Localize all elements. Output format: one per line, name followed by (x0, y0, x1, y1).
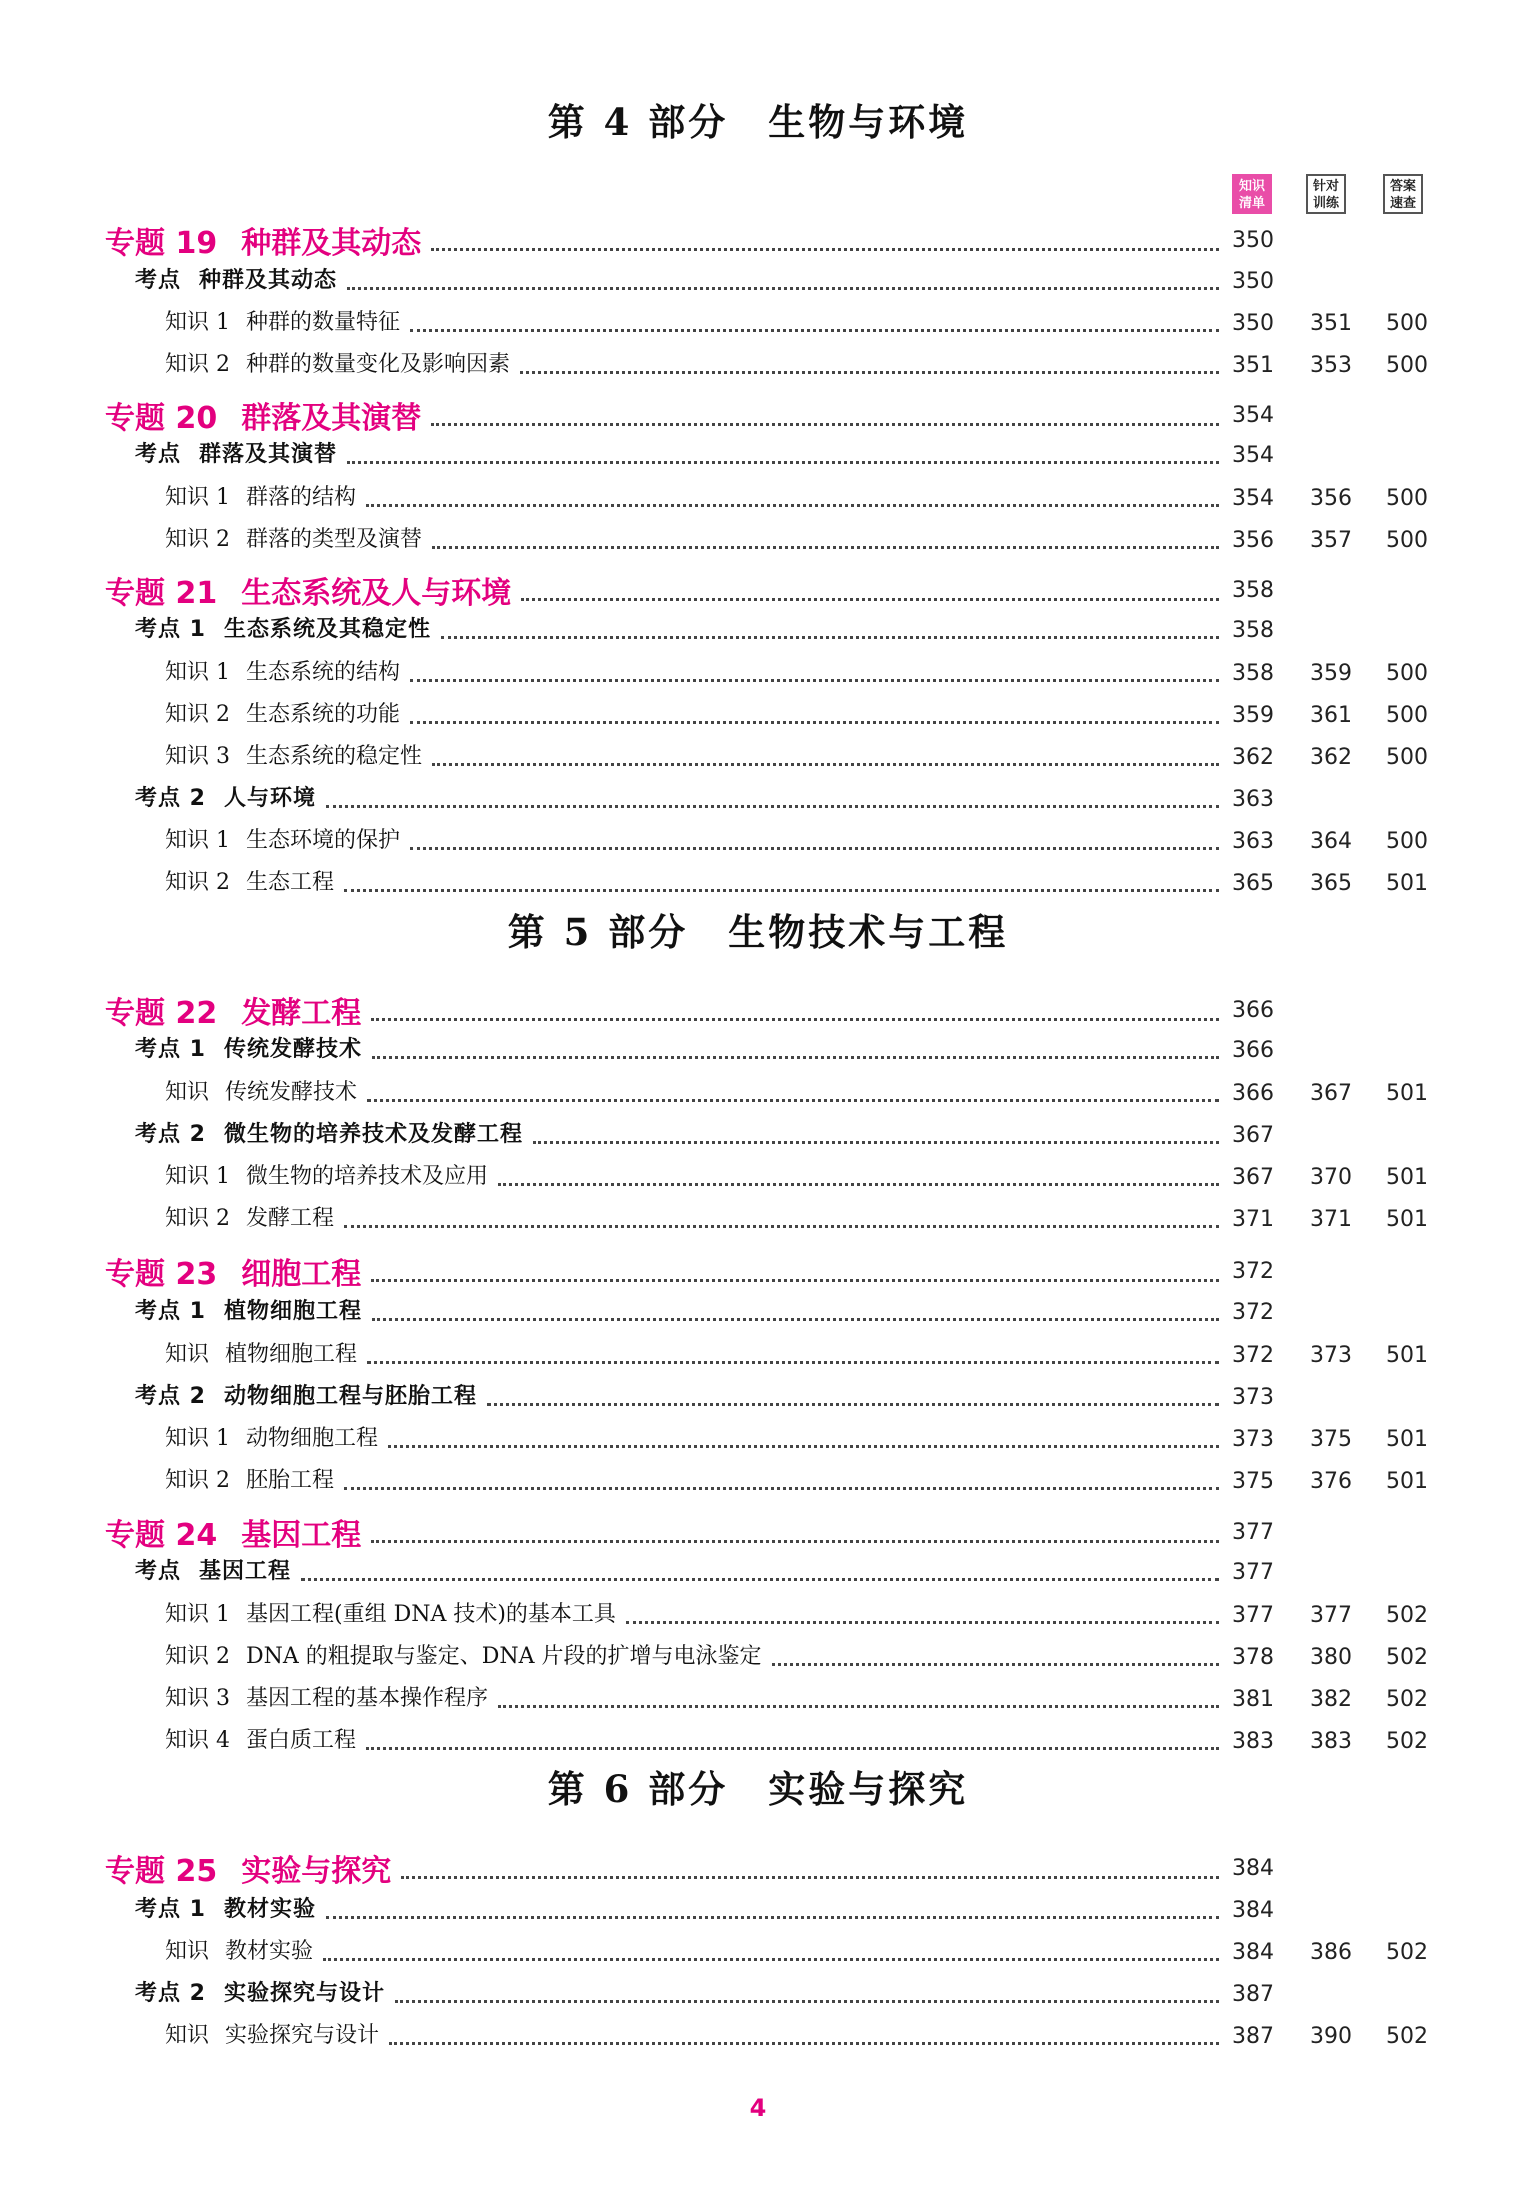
answer-page: 501 (1386, 1469, 1428, 1494)
training-page: 365 (1310, 871, 1352, 896)
entry-label (165, 1337, 357, 1368)
knowledge-row (0, 480, 1516, 520)
entry-number: 考点 1 (135, 1299, 206, 1324)
answer-page: 501 (1386, 1427, 1428, 1452)
leader-dots (388, 1445, 1219, 1448)
entry-title: 基因工程的基本操作程序 (246, 1686, 489, 1711)
entry-label (165, 697, 400, 728)
leader-dots (410, 721, 1219, 724)
entry-title: 群落的类型及演替 (246, 527, 423, 552)
entry-title: 生态系统的结构 (246, 660, 401, 685)
topic-row (0, 393, 1516, 436)
entry-title: 发酵工程 (246, 1206, 335, 1231)
leader-dots (395, 2000, 1219, 2003)
knowledge-row (0, 739, 1516, 779)
exam-point-row (0, 612, 1516, 652)
entry-label (135, 1032, 362, 1063)
entry-title: 实验探究与设计 (225, 2023, 380, 2048)
entry-label (165, 823, 400, 854)
entry-number: 知识 1 (165, 1164, 230, 1189)
leader-dots (367, 1361, 1219, 1364)
entry-number: 考点 (135, 268, 182, 293)
leader-dots (372, 1056, 1219, 1059)
entry-label (165, 305, 400, 336)
entry-number: 专题 22 (105, 996, 218, 1031)
answer-page: 502 (1386, 1940, 1428, 1965)
checklist-page: 354 (1232, 486, 1274, 511)
training-page: 371 (1310, 1207, 1352, 1232)
checklist-page: 367 (1232, 1123, 1274, 1148)
entry-title: 实验与探究 (241, 1854, 392, 1889)
training-page: 353 (1310, 353, 1352, 378)
checklist-page: 366 (1232, 1038, 1274, 1063)
leader-dots (410, 679, 1219, 682)
answer-page: 501 (1386, 1343, 1428, 1368)
entry-number: 考点 1 (135, 617, 206, 642)
exam-point-row (0, 781, 1516, 821)
exam-point-row (0, 1892, 1516, 1932)
leader-dots (401, 1876, 1219, 1879)
entry-number: 知识 1 (165, 1426, 230, 1451)
legend-answers: 答案速查 (1383, 174, 1423, 214)
answer-page: 502 (1386, 2024, 1428, 2049)
entry-label (165, 1597, 616, 1628)
training-page: 376 (1310, 1469, 1352, 1494)
training-page: 370 (1310, 1165, 1352, 1190)
entry-title: 基因工程 (241, 1518, 362, 1553)
checklist-page: 350 (1232, 311, 1274, 336)
entry-label (105, 1249, 361, 1293)
entry-label (165, 1681, 488, 1712)
answer-page: 500 (1386, 311, 1428, 336)
answer-page: 502 (1386, 1645, 1428, 1670)
leader-dots (772, 1663, 1219, 1666)
entry-label (135, 612, 431, 643)
leader-dots (326, 805, 1219, 808)
knowledge-row (0, 865, 1516, 905)
checklist-page: 373 (1232, 1385, 1274, 1410)
answer-page: 501 (1386, 1165, 1428, 1190)
checklist-page: 366 (1232, 1081, 1274, 1106)
leader-dots (533, 1141, 1219, 1144)
entry-number: 知识 2 (165, 527, 230, 552)
knowledge-row (0, 1597, 1516, 1637)
entry-label (105, 393, 421, 437)
knowledge-row (0, 1201, 1516, 1241)
training-page: 359 (1310, 661, 1352, 686)
entry-title: 传统发酵技术 (223, 1037, 362, 1062)
entry-number: 知识 2 (165, 702, 230, 727)
entry-label (165, 480, 356, 511)
exam-point-row (0, 263, 1516, 303)
part-title-5: 第 5 部分 生物技术与工程 (507, 910, 1009, 954)
leader-dots (441, 636, 1219, 639)
training-page: 386 (1310, 1940, 1352, 1965)
checklist-page: 363 (1232, 787, 1274, 812)
checklist-page: 373 (1232, 1427, 1274, 1452)
entry-number: 考点 2 (135, 1122, 206, 1147)
entry-number: 考点 1 (135, 1037, 206, 1062)
entry-label (165, 1421, 378, 1452)
entry-label (165, 1201, 334, 1232)
entry-number: 专题 20 (105, 401, 218, 436)
entry-title: 种群的数量特征 (246, 310, 401, 335)
entry-number: 知识 2 (165, 1468, 230, 1493)
training-page: 390 (1310, 2024, 1352, 2049)
entry-label (165, 1159, 488, 1190)
checklist-page: 359 (1232, 703, 1274, 728)
entry-number: 考点 2 (135, 1981, 206, 2006)
training-page: 367 (1310, 1081, 1352, 1106)
entry-number: 知识 3 (165, 744, 230, 769)
entry-label (105, 1510, 361, 1554)
checklist-page: 383 (1232, 1729, 1274, 1754)
legend-checklist: 知识清单 (1232, 174, 1272, 214)
entry-number: 知识 (165, 1939, 210, 1964)
answer-page: 502 (1386, 1729, 1428, 1754)
leader-dots (626, 1621, 1219, 1624)
entry-title: 种群的数量变化及影响因素 (246, 352, 511, 377)
entry-label (135, 1294, 362, 1325)
checklist-page: 381 (1232, 1687, 1274, 1712)
topic-row (0, 1249, 1516, 1292)
checklist-page: 358 (1232, 578, 1274, 603)
leader-dots (301, 1578, 1219, 1581)
leader-dots (389, 2042, 1219, 2045)
checklist-page: 351 (1232, 353, 1274, 378)
knowledge-row (0, 1421, 1516, 1461)
entry-label (165, 865, 334, 896)
checklist-page: 356 (1232, 528, 1274, 553)
entry-title: 动物细胞工程 (246, 1426, 379, 1451)
checklist-page: 384 (1232, 1940, 1274, 1965)
entry-title: 发酵工程 (241, 996, 362, 1031)
entry-title: 植物细胞工程 (223, 1299, 362, 1324)
leader-dots (371, 1540, 1219, 1543)
entry-title: 人与环境 (223, 786, 316, 811)
entry-label (165, 1723, 356, 1754)
leader-dots (410, 329, 1219, 332)
entry-number: 考点 (135, 1559, 182, 1584)
answer-page: 501 (1386, 1081, 1428, 1106)
entry-number: 知识 2 (165, 1644, 230, 1669)
leader-dots (372, 1318, 1219, 1321)
knowledge-row (0, 1681, 1516, 1721)
entry-title: 生态系统及其稳定性 (223, 617, 431, 642)
entry-label (165, 655, 400, 686)
checklist-page: 350 (1232, 269, 1274, 294)
knowledge-row (0, 2018, 1516, 2058)
entry-title: DNA 的粗提取与鉴定、DNA 片段的扩增与电泳鉴定 (246, 1644, 762, 1669)
leader-dots (326, 1916, 1219, 1919)
entry-number: 知识 2 (165, 1206, 230, 1231)
entry-label (105, 988, 361, 1032)
training-page: 364 (1310, 829, 1352, 854)
leader-dots (432, 546, 1219, 549)
knowledge-row (0, 347, 1516, 387)
topic-row (0, 568, 1516, 611)
entry-label (135, 781, 316, 812)
training-page: 356 (1310, 486, 1352, 511)
training-page: 373 (1310, 1343, 1352, 1368)
exam-point-row (0, 1976, 1516, 2016)
leader-dots (431, 248, 1219, 251)
answer-page: 500 (1386, 661, 1428, 686)
entry-number: 专题 24 (105, 1518, 218, 1553)
leader-dots (498, 1705, 1219, 1708)
leader-dots (498, 1183, 1219, 1186)
training-page: 377 (1310, 1603, 1352, 1628)
entry-title: 微生物的培养技术及应用 (246, 1164, 489, 1189)
leader-dots (371, 1018, 1219, 1021)
training-page: 375 (1310, 1427, 1352, 1452)
leader-dots (371, 1279, 1219, 1282)
knowledge-row (0, 1723, 1516, 1763)
entry-number: 知识 1 (165, 310, 230, 335)
entry-number: 知识 1 (165, 485, 230, 510)
knowledge-row (0, 1337, 1516, 1377)
topic-row (0, 1510, 1516, 1553)
checklist-page: 387 (1232, 1982, 1274, 2007)
checklist-page: 378 (1232, 1645, 1274, 1670)
checklist-page: 350 (1232, 228, 1274, 253)
entry-title: 群落及其演替 (241, 401, 422, 436)
checklist-page: 371 (1232, 1207, 1274, 1232)
answer-page: 500 (1386, 528, 1428, 553)
entry-label (135, 1892, 316, 1923)
entry-title: 教材实验 (223, 1897, 316, 1922)
leader-dots (520, 371, 1219, 374)
entry-label (165, 1934, 313, 1965)
entry-label (165, 1463, 334, 1494)
exam-point-row (0, 1117, 1516, 1157)
entry-label (135, 1117, 523, 1148)
entry-number: 专题 19 (105, 226, 218, 261)
training-page: 362 (1310, 745, 1352, 770)
entry-number: 专题 23 (105, 1257, 218, 1292)
entry-label (165, 2018, 379, 2049)
leader-dots (347, 287, 1219, 290)
leader-dots (432, 763, 1219, 766)
entry-label (135, 1379, 477, 1410)
entry-title: 群落及其演替 (199, 442, 338, 467)
entry-label (165, 739, 422, 770)
entry-label (135, 1976, 385, 2007)
entry-number: 知识 2 (165, 870, 230, 895)
entry-title: 微生物的培养技术及发酵工程 (223, 1122, 523, 1147)
knowledge-row (0, 1639, 1516, 1679)
entry-number: 考点 (135, 442, 182, 467)
entry-label (135, 1554, 291, 1585)
entry-title: 实验探究与设计 (223, 1981, 385, 2006)
entry-number: 知识 1 (165, 1602, 230, 1627)
training-page: 361 (1310, 703, 1352, 728)
entry-number: 考点 2 (135, 786, 206, 811)
legend-training: 针对训练 (1306, 174, 1346, 214)
checklist-page: 387 (1232, 2024, 1274, 2049)
entry-label (105, 218, 421, 262)
checklist-page: 362 (1232, 745, 1274, 770)
leader-dots (487, 1403, 1219, 1406)
checklist-page: 358 (1232, 661, 1274, 686)
entry-title: 生态系统的功能 (246, 702, 401, 727)
exam-point-row (0, 1294, 1516, 1334)
entry-title: 种群及其动态 (241, 226, 422, 261)
entry-label (165, 1075, 357, 1106)
answer-page: 502 (1386, 1687, 1428, 1712)
checklist-page: 372 (1232, 1343, 1274, 1368)
entry-number: 知识 3 (165, 1686, 230, 1711)
entry-number: 知识 (165, 2023, 210, 2048)
entry-number: 知识 1 (165, 828, 230, 853)
entry-title: 胚胎工程 (246, 1468, 335, 1493)
entry-title: 生态系统的稳定性 (246, 744, 423, 769)
checklist-page: 363 (1232, 829, 1274, 854)
answer-page: 500 (1386, 745, 1428, 770)
checklist-page: 366 (1232, 998, 1274, 1023)
entry-label (165, 347, 510, 378)
topic-row (0, 1846, 1516, 1889)
entry-number: 专题 21 (105, 576, 218, 611)
checklist-page: 358 (1232, 618, 1274, 643)
entry-number: 知识 2 (165, 352, 230, 377)
entry-label (105, 568, 511, 612)
checklist-page: 375 (1232, 1469, 1274, 1494)
entry-number: 专题 25 (105, 1854, 218, 1889)
entry-number: 知识 1 (165, 660, 230, 685)
knowledge-row (0, 1075, 1516, 1115)
entry-title: 生态工程 (246, 870, 335, 895)
knowledge-row (0, 1463, 1516, 1503)
entry-title: 蛋白质工程 (246, 1728, 357, 1753)
topic-row (0, 988, 1516, 1031)
answer-page: 500 (1386, 486, 1428, 511)
entry-title: 细胞工程 (241, 1257, 362, 1292)
training-page: 383 (1310, 1729, 1352, 1754)
entry-label (165, 522, 422, 553)
checklist-page: 354 (1232, 443, 1274, 468)
exam-point-row (0, 437, 1516, 477)
training-page: 380 (1310, 1645, 1352, 1670)
entry-label (165, 1639, 762, 1670)
knowledge-row (0, 1934, 1516, 1974)
leader-dots (366, 504, 1219, 507)
checklist-page: 384 (1232, 1898, 1274, 1923)
entry-label (135, 263, 337, 294)
leader-dots (323, 1958, 1219, 1961)
leader-dots (431, 423, 1219, 426)
knowledge-row (0, 1159, 1516, 1199)
answer-page: 500 (1386, 353, 1428, 378)
entry-number: 知识 (165, 1080, 210, 1105)
answer-page: 500 (1386, 703, 1428, 728)
leader-dots (344, 1487, 1219, 1490)
entry-title: 基因工程 (199, 1559, 292, 1584)
checklist-page: 377 (1232, 1520, 1274, 1545)
entry-title: 动物细胞工程与胚胎工程 (223, 1384, 477, 1409)
checklist-page: 377 (1232, 1603, 1274, 1628)
training-page: 351 (1310, 311, 1352, 336)
checklist-page: 377 (1232, 1560, 1274, 1585)
entry-title: 植物细胞工程 (225, 1342, 358, 1367)
checklist-page: 367 (1232, 1165, 1274, 1190)
checklist-page: 365 (1232, 871, 1274, 896)
answer-page: 501 (1386, 1207, 1428, 1232)
entry-title: 传统发酵技术 (225, 1080, 358, 1105)
exam-point-row (0, 1554, 1516, 1594)
knowledge-row (0, 697, 1516, 737)
leader-dots (410, 847, 1219, 850)
part-title-4: 第 4 部分 生物与环境 (547, 100, 969, 144)
answer-page: 501 (1386, 871, 1428, 896)
entry-title: 基因工程(重组 DNA 技术)的基本工具 (246, 1602, 616, 1627)
exam-point-row (0, 1379, 1516, 1419)
exam-point-row (0, 1032, 1516, 1072)
part-title-6: 第 6 部分 实验与探究 (547, 1767, 969, 1811)
checklist-page: 354 (1232, 403, 1274, 428)
leader-dots (344, 889, 1219, 892)
checklist-page: 372 (1232, 1300, 1274, 1325)
entry-title: 生态系统及人与环境 (241, 576, 512, 611)
answer-page: 502 (1386, 1603, 1428, 1628)
knowledge-row (0, 655, 1516, 695)
leader-dots (347, 461, 1219, 464)
answer-page: 500 (1386, 829, 1428, 854)
checklist-page: 372 (1232, 1259, 1274, 1284)
entry-title: 教材实验 (225, 1939, 314, 1964)
training-page: 357 (1310, 528, 1352, 553)
entry-number: 知识 4 (165, 1728, 230, 1753)
leader-dots (344, 1225, 1219, 1228)
entry-title: 生态环境的保护 (246, 828, 401, 853)
topic-row (0, 218, 1516, 261)
entry-number: 知识 (165, 1342, 210, 1367)
knowledge-row (0, 823, 1516, 863)
entry-number: 考点 2 (135, 1384, 206, 1409)
entry-label (105, 1846, 391, 1890)
entry-title: 种群及其动态 (199, 268, 338, 293)
entry-title: 群落的结构 (246, 485, 357, 510)
entry-label (135, 437, 337, 468)
training-page: 382 (1310, 1687, 1352, 1712)
page-number: 4 (749, 2094, 767, 2122)
knowledge-row (0, 522, 1516, 562)
checklist-page: 384 (1232, 1856, 1274, 1881)
knowledge-row (0, 305, 1516, 345)
leader-dots (366, 1747, 1219, 1750)
entry-number: 考点 1 (135, 1897, 206, 1922)
leader-dots (367, 1099, 1219, 1102)
leader-dots (521, 598, 1219, 601)
